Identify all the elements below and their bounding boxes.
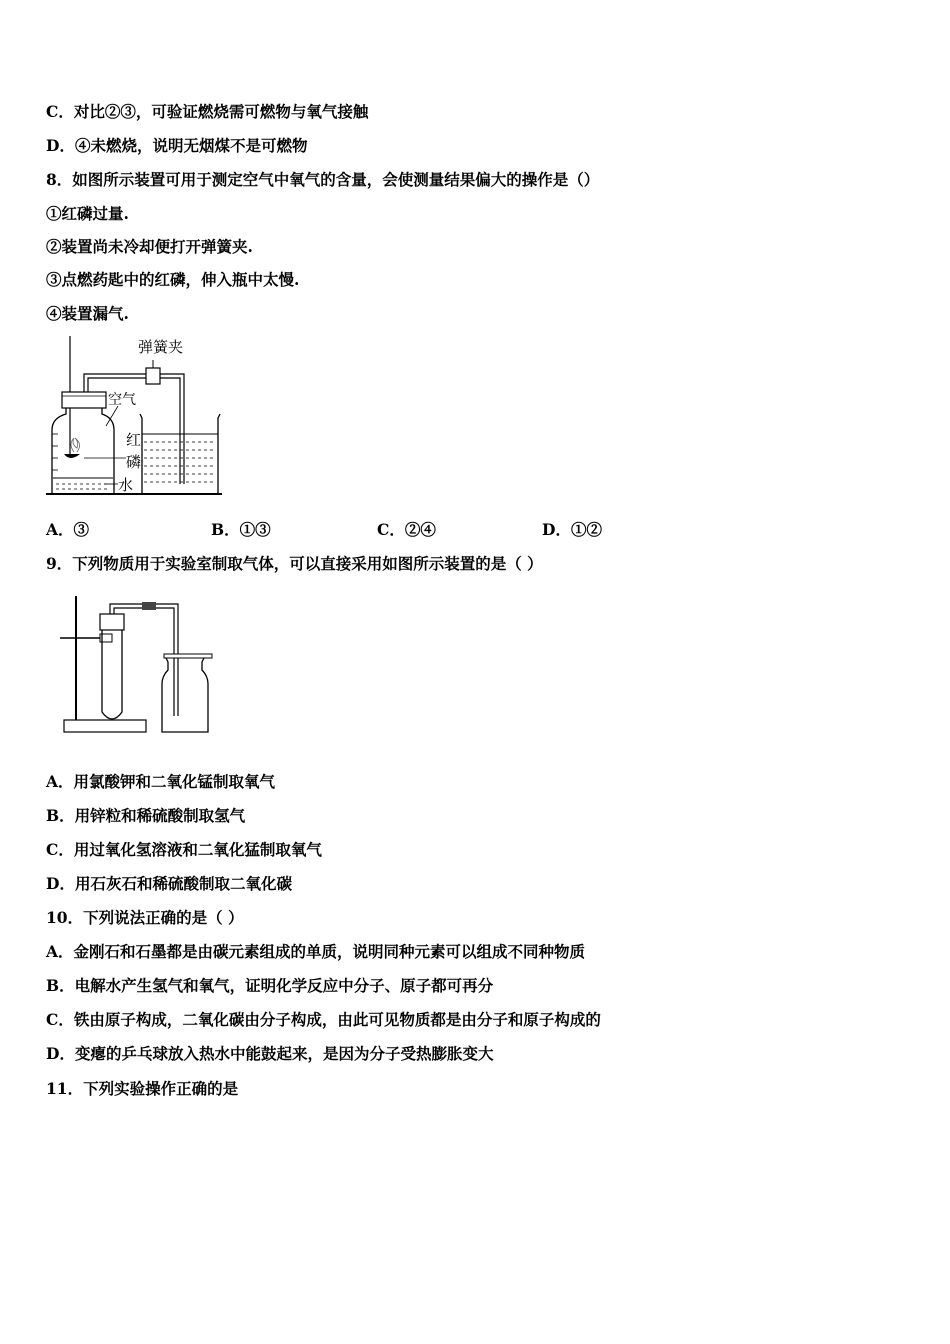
q8-option-c: C．②④ xyxy=(377,520,436,539)
q8-combustion-spoon xyxy=(64,454,80,458)
q8-item-2: ②装置尚未冷却便打开弹簧夹. xyxy=(46,237,253,256)
q8-apparatus-svg xyxy=(44,334,229,499)
q9-option-c: C．用过氧化氢溶液和二氧化猛制取氧气 xyxy=(46,840,322,859)
q8-stopper xyxy=(62,392,106,408)
q10-option-d: D．变瘪的乒乓球放入热水中能鼓起来，是因为分子受热膨胀变大 xyxy=(46,1044,494,1063)
q8-item-3: ③点燃药匙中的红磷，伸入瓶中太慢. xyxy=(46,270,300,289)
q9-glass-plate xyxy=(164,654,212,658)
q9-collecting-bottle xyxy=(162,658,208,732)
q8-flame-smoke xyxy=(71,438,80,452)
q9-apparatus-svg xyxy=(56,590,226,738)
q10-option-c: C．铁由原子构成，二氧化碳由分子构成，由此可见物质都是由分子和原子构成的 xyxy=(46,1010,601,1029)
q8-label-water: 水 xyxy=(118,476,134,494)
q8-gas-bottle xyxy=(52,408,114,494)
q7-option-c: C．对比②③，可验证燃烧需可燃物与氧气接触 xyxy=(46,102,369,121)
q10-option-a: A．金刚石和石墨都是由碳元素组成的单质，说明同种元素可以组成不同种物质 xyxy=(46,942,586,961)
q8-label-spring-clamp: 弹簧夹 xyxy=(138,338,184,356)
q8-option-d: D．①② xyxy=(542,520,602,539)
q9-stand-base xyxy=(64,720,146,732)
q9-apparatus-figure xyxy=(56,590,226,738)
q8-item-1: ①红磷过量. xyxy=(46,204,129,223)
q9-option-a: A．用氯酸钾和二氧化锰制取氧气 xyxy=(46,772,276,791)
q7-option-d: D．④未燃烧，说明无烟煤不是可燃物 xyxy=(46,136,308,155)
q9-rubber-connector xyxy=(142,602,156,610)
q9-option-b: B．用锌粒和稀硫酸制取氢气 xyxy=(46,806,246,825)
q9-test-tube xyxy=(102,630,122,719)
q8-label-red: 红 xyxy=(126,431,142,449)
q10-stem: 10．下列说法正确的是（ ） xyxy=(46,908,244,927)
q8-spring-clamp xyxy=(146,368,160,384)
q10-option-b: B．电解水产生氢气和氧气，证明化学反应中分子、原子都可再分 xyxy=(46,976,494,995)
q8-scale-marks xyxy=(52,434,58,470)
q9-tube-stopper xyxy=(100,614,124,630)
q8-label-air: 空气 xyxy=(108,392,136,408)
q8-stem: 8．如图所示装置可用于测定空气中氧气的含量，会使测量结果偏大的操作是（） xyxy=(46,170,600,189)
q9-stem: 9．下列物质用于实验室制取气体，可以直接采用如图所示装置的是（ ） xyxy=(46,554,543,573)
q9-option-d: D．用石灰石和稀硫酸制取二氧化碳 xyxy=(46,874,292,893)
q8-option-a: A．③ xyxy=(46,520,90,539)
q8-item-4: ④装置漏气. xyxy=(46,304,129,323)
q8-apparatus-figure xyxy=(44,334,229,499)
q8-option-b: B．①③ xyxy=(211,520,271,539)
q8-label-phosphorus: 磷 xyxy=(126,453,142,471)
q11-stem: 11．下列实验操作正确的是 xyxy=(46,1079,239,1098)
